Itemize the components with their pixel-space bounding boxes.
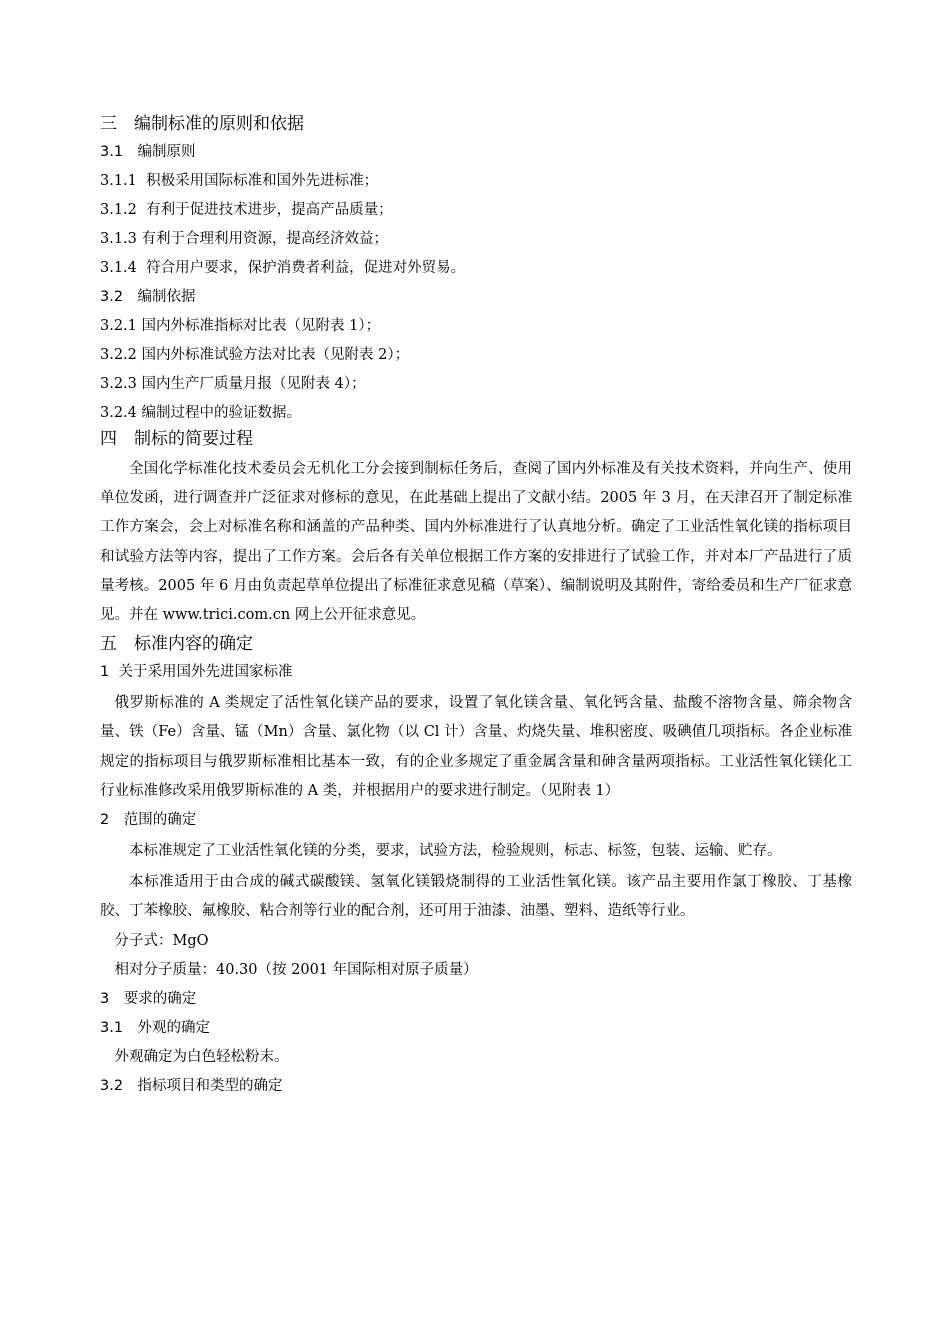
- list-item: 3.2.3 国内生产厂质量月报（见附表 4）；: [100, 376, 366, 392]
- subsection-title-3-2: 3.2 编制依据: [100, 289, 196, 305]
- subsection-title-indicators: 3.2 指标项目和类型的确定: [100, 1077, 283, 1094]
- scope-paragraph-1: 本标准规定了工业活性氧化镁的分类，要求，试验方法，检验规则，标志、标签，包装、运输、贮存。: [129, 843, 782, 860]
- list-item: 3.2.1 国内外标准指标对比表（见附表 1）；: [100, 318, 381, 334]
- list-item: 3.2.2 国内外标准试验方法对比表（见附表 2）；: [100, 347, 410, 363]
- section-heading-3: 三 编制标准的原则和依据: [100, 114, 304, 134]
- process-paragraph: 全国化学标准化技术委员会无机化工分会接到制标任务后，查阅了国内外标准及有关技术资料，并向生产、使用单位发函，进行调查并广泛征求对修标的意见，在此基础上提出了文献小结。2005 年 3 月，在天津召开了制定标准工作方案会，会上对标准名称和涵盖的产品种类、国内外标准进行了认真地分析。确定了工业活性氧化镁的指标项目和试验方法等内容，提出了工作方案。会后各有关单位根据工作方案的安排进行了试验工作，并对本厂产品进行了质量考核。2005 年 6 月由负责起草单位提出了标准征求意见稿（草案）、编制说明及其附件，寄给委员和生产厂征求意见。并在 www.trici.com.cn 网上公开征求意见。: [100, 461, 852, 624]
- part-title-1: 1 关于采用国外先进国家标准: [100, 664, 293, 681]
- standard-adoption-paragraph: 俄罗斯标准的 A 类规定了活性氧化镁产品的要求，设置了氧化镁含量、氧化钙含量、盐酸不溶物含量、筛余物含量、铁（Fe）含量、锰（Mn）含量、氯化物（以 Cl 计）含量、灼烧失量、堆积密度、吸碘值几项指标。各企业标准规定的指标项目与俄罗斯标准相比基本一致，有的企业多规定了重金属含量和砷含量两项指标。工业活性氧化镁化工行业标准修改采用俄罗斯标准的 A 类，并根据用户的要求进行制定。（见附表 1）: [100, 695, 852, 799]
- part-title-3: 3 要求的确定: [100, 990, 197, 1007]
- molecular-mass: 相对分子质量：40.30（按 2001 年国际相对原子质量）: [114, 961, 478, 978]
- list-item: 3.1.1 积极采用国际标准和国外先进标准；: [100, 173, 379, 189]
- appearance-text: 外观确定为白色轻松粉末。: [114, 1048, 289, 1065]
- section-heading-5: 五 标准内容的确定: [100, 634, 253, 655]
- list-item: 3.1.2 有利于促进技术进步，提高产品质量；: [100, 202, 393, 218]
- list-item: 3.1.3 有利于合理利用资源，提高经济效益；: [100, 231, 389, 247]
- subsection-title-appearance: 3.1 外观的确定: [100, 1019, 211, 1036]
- section-heading-4: 四 制标的简要过程: [100, 429, 253, 449]
- subsection-title-3-1: 3.1 编制原则: [100, 144, 196, 160]
- list-item: 3.2.4 编制过程中的验证数据。: [100, 405, 302, 421]
- molecular-formula: 分子式：MgO: [114, 932, 209, 949]
- scope-paragraph-2: 本标准适用于由合成的碱式碳酸镁、氢氧化镁锻烧制得的工业活性氧化镁。该产品主要用作氯丁橡胶、丁基橡胶、丁苯橡胶、氟橡胶、粘合剂等行业的配合剂，还可用于油漆、油墨、塑料、造纸等行业。: [100, 874, 852, 920]
- list-item: 3.1.4 符合用户要求，保护消费者利益，促进对外贸易。: [100, 260, 466, 276]
- part-title-2: 2 范围的确定: [100, 812, 197, 829]
